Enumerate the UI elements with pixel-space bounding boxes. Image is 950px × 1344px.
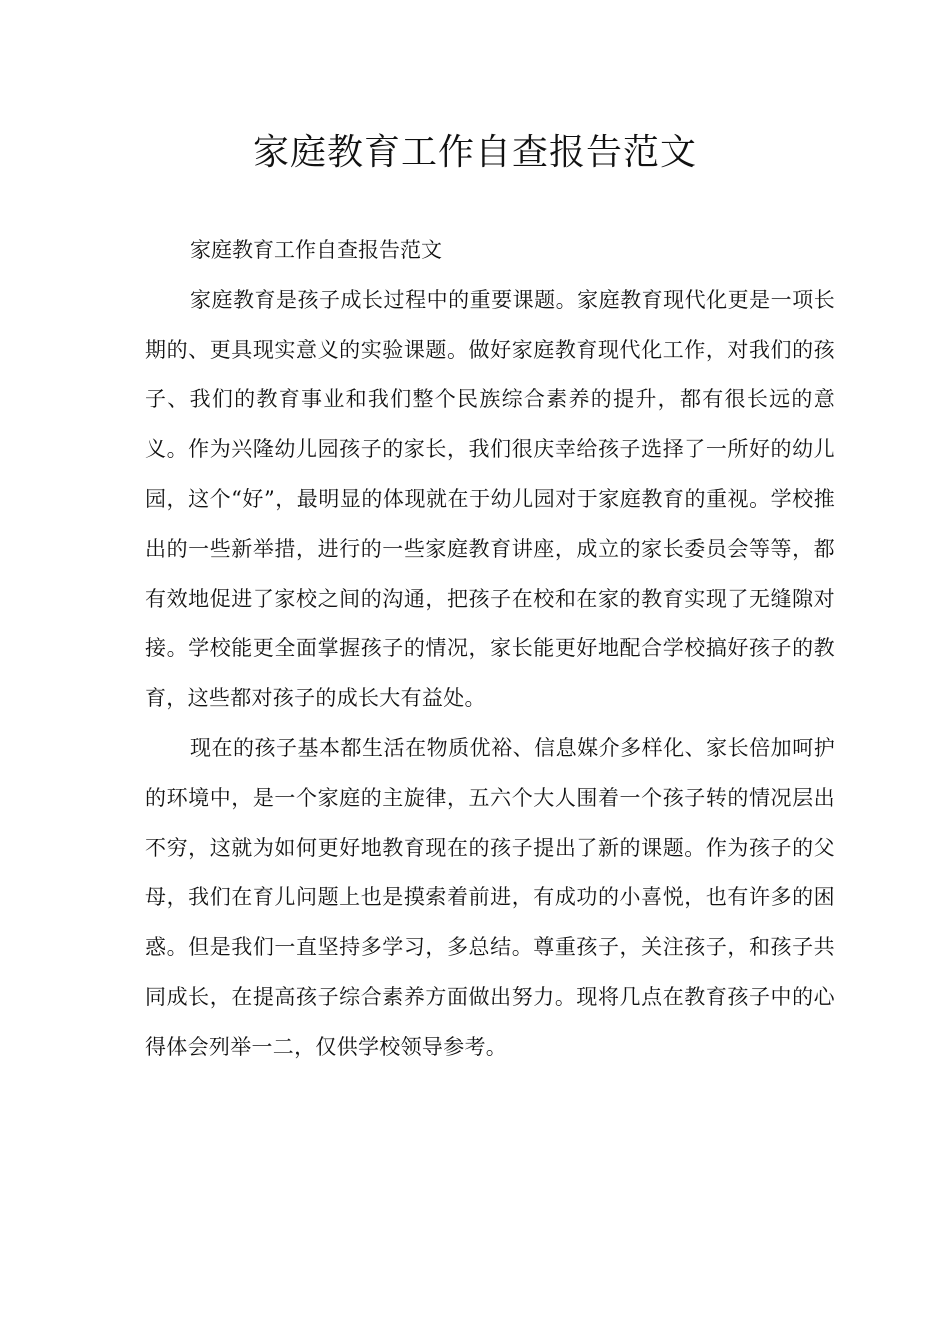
document-subtitle: 家庭教育工作自查报告范文 [190,238,442,262]
paragraph-1: 家庭教育是孩子成长过程中的重要课题。家庭教育现代化更是一项长期的、更具现实意义的实验课题。做好家庭教育现代化工作，对我们的孩子、我们的教育事业和我们整个民族综合素养的提升，都有很长远的意义。作为兴隆幼儿园孩子的家长，我们很庆幸给孩子选择了一所好的幼儿园，这个“好”，最明显的体现就在于幼儿园对于家庭教育的重视。学校推出的一些新举措，进行的一些家庭教育讲座，成立的家长委员会等等，都有效地促进了家校之间的沟通，把孩子在校和在家的教育实现了无缝隙对接。学校能更全面掌握孩子的情况，家长能更好地配合学校搞好孩子的教育，这些都对孩子的成长大有益处。 [145,287,835,711]
paragraph-2: 现在的孩子基本都生活在物质优裕、信息媒介多样化、家长倍加呵护的环境中，是一个家庭的主旋律，五六个大人围着一个孩子转的情况层出不穷，这就为如何更好地教育现在的孩子提出了新的课题。作为孩子的父母，我们在育儿问题上也是摸索着前进，有成功的小喜悦，也有许多的困惑。但是我们一直坚持多学习，多总结。尊重孩子，关注孩子，和孩子共同成长，在提高孩子综合素养方面做出努力。现将几点在教育孩子中的心得体会列举一二，仅供学校领导参考。 [145,735,835,1059]
document-title: 家庭教育工作自查报告范文 [252,132,697,173]
document-body [145,226,835,1073]
